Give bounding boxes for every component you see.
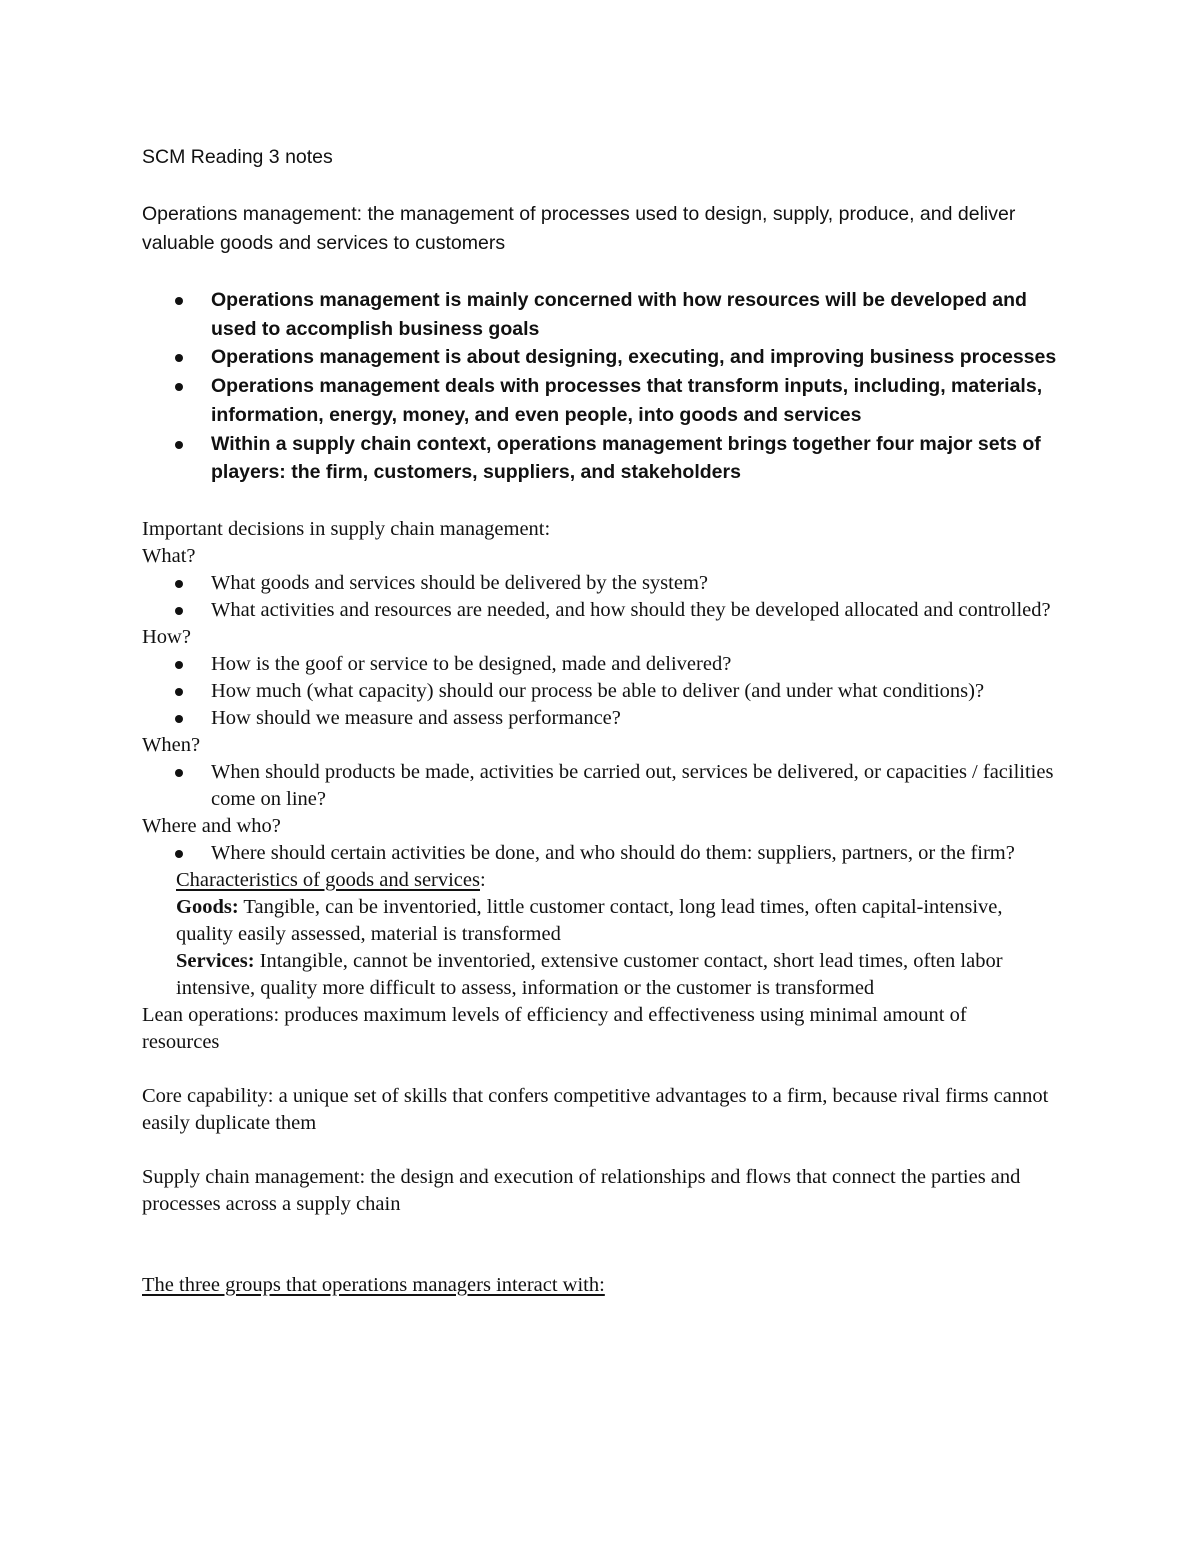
when-list bbox=[142, 759, 1142, 813]
decisions-heading: Important decisions in supply chain management: bbox=[142, 518, 551, 540]
list-item: How much (what capacity) should our process be able to deliver (and under what conditions)? bbox=[142, 678, 1041, 705]
spacer bbox=[142, 1056, 1142, 1083]
how-heading: How? bbox=[142, 626, 191, 648]
goods-description: Goods: Tangible, can be inventoried, little customer contact, long lead times, often capital-intensive, quality easily assessed, material is transformed bbox=[176, 896, 1003, 945]
bullet-icon bbox=[175, 661, 183, 669]
list-item: When should products be made, activities be carried out, services be delivered, or capacities / facilities come on line? bbox=[142, 759, 1061, 813]
bullet-icon bbox=[175, 769, 183, 777]
list-item: What goods and services should be delivered by the system? bbox=[142, 570, 1142, 597]
how-list bbox=[142, 651, 1142, 732]
what-list bbox=[142, 570, 1142, 624]
characteristics-heading: Characteristics of goods and services: bbox=[176, 869, 486, 891]
decisions-section bbox=[142, 516, 1142, 1299]
bullet-icon bbox=[175, 688, 183, 696]
list-item: Operations management is about designing, executing, and improving business processes bbox=[142, 343, 1072, 372]
core-capability-definition: Core capability: a unique set of skills that confers competitive advantages to a firm, because rival firms cannot easily duplicate them bbox=[142, 1085, 1049, 1134]
where-list bbox=[142, 840, 1142, 867]
list-item: How should we measure and assess performance? bbox=[142, 705, 1041, 732]
list-item: How is the goof or service to be designed, made and delivered? bbox=[142, 651, 1041, 678]
when-heading: When? bbox=[142, 734, 201, 756]
list-item: What activities and resources are needed, and how should they be developed allocated and controlled? bbox=[142, 597, 1091, 624]
three-groups-heading: The three groups that operations managers interact with: bbox=[142, 1274, 605, 1296]
list-item: Where should certain activities be done, and who should do them: suppliers, partners, or the firm? bbox=[142, 840, 1091, 867]
what-heading: What? bbox=[142, 545, 196, 567]
bullet-icon bbox=[175, 580, 183, 588]
om-definition: Operations management: the management of processes used to design, supply, produce, and deliver valuable goods and services to customers bbox=[142, 203, 1016, 254]
bullet-icon bbox=[175, 383, 183, 391]
list-item: Within a supply chain context, operations management brings together four major sets of players: the firm, customers, suppliers, and stakeholders bbox=[142, 430, 1072, 487]
list-item: Operations management is mainly concerned with how resources will be developed and used to accomplish business goals bbox=[142, 286, 1072, 343]
where-heading: Where and who? bbox=[142, 815, 281, 837]
bullet-icon bbox=[175, 607, 183, 615]
bullet-icon bbox=[175, 441, 183, 449]
lean-definition: Lean operations: produces maximum levels of efficiency and effectiveness using minimal amount of resources bbox=[142, 1004, 967, 1053]
page-title: SCM Reading 3 notes bbox=[142, 146, 333, 168]
spacer bbox=[142, 1218, 1142, 1272]
list-item: Operations management deals with processes that transform inputs, including, materials, information, energy, money, and even people, into goods and services bbox=[142, 372, 1072, 429]
scm-definition: Supply chain management: the design and execution of relationships and flows that connect the parties and processes across a supply chain bbox=[142, 1166, 1021, 1215]
bullet-icon bbox=[175, 297, 183, 305]
om-bullet-list bbox=[142, 286, 1072, 487]
bullet-icon bbox=[175, 354, 183, 362]
spacer bbox=[142, 1137, 1142, 1164]
services-description: Services: Intangible, cannot be inventoried, extensive customer contact, short lead times, often labor intensive, quality more difficult to assess, information or the customer is transformed bbox=[176, 950, 1003, 999]
characteristics-block bbox=[142, 867, 1056, 1002]
bullet-icon bbox=[175, 850, 183, 858]
bullet-icon bbox=[175, 715, 183, 723]
